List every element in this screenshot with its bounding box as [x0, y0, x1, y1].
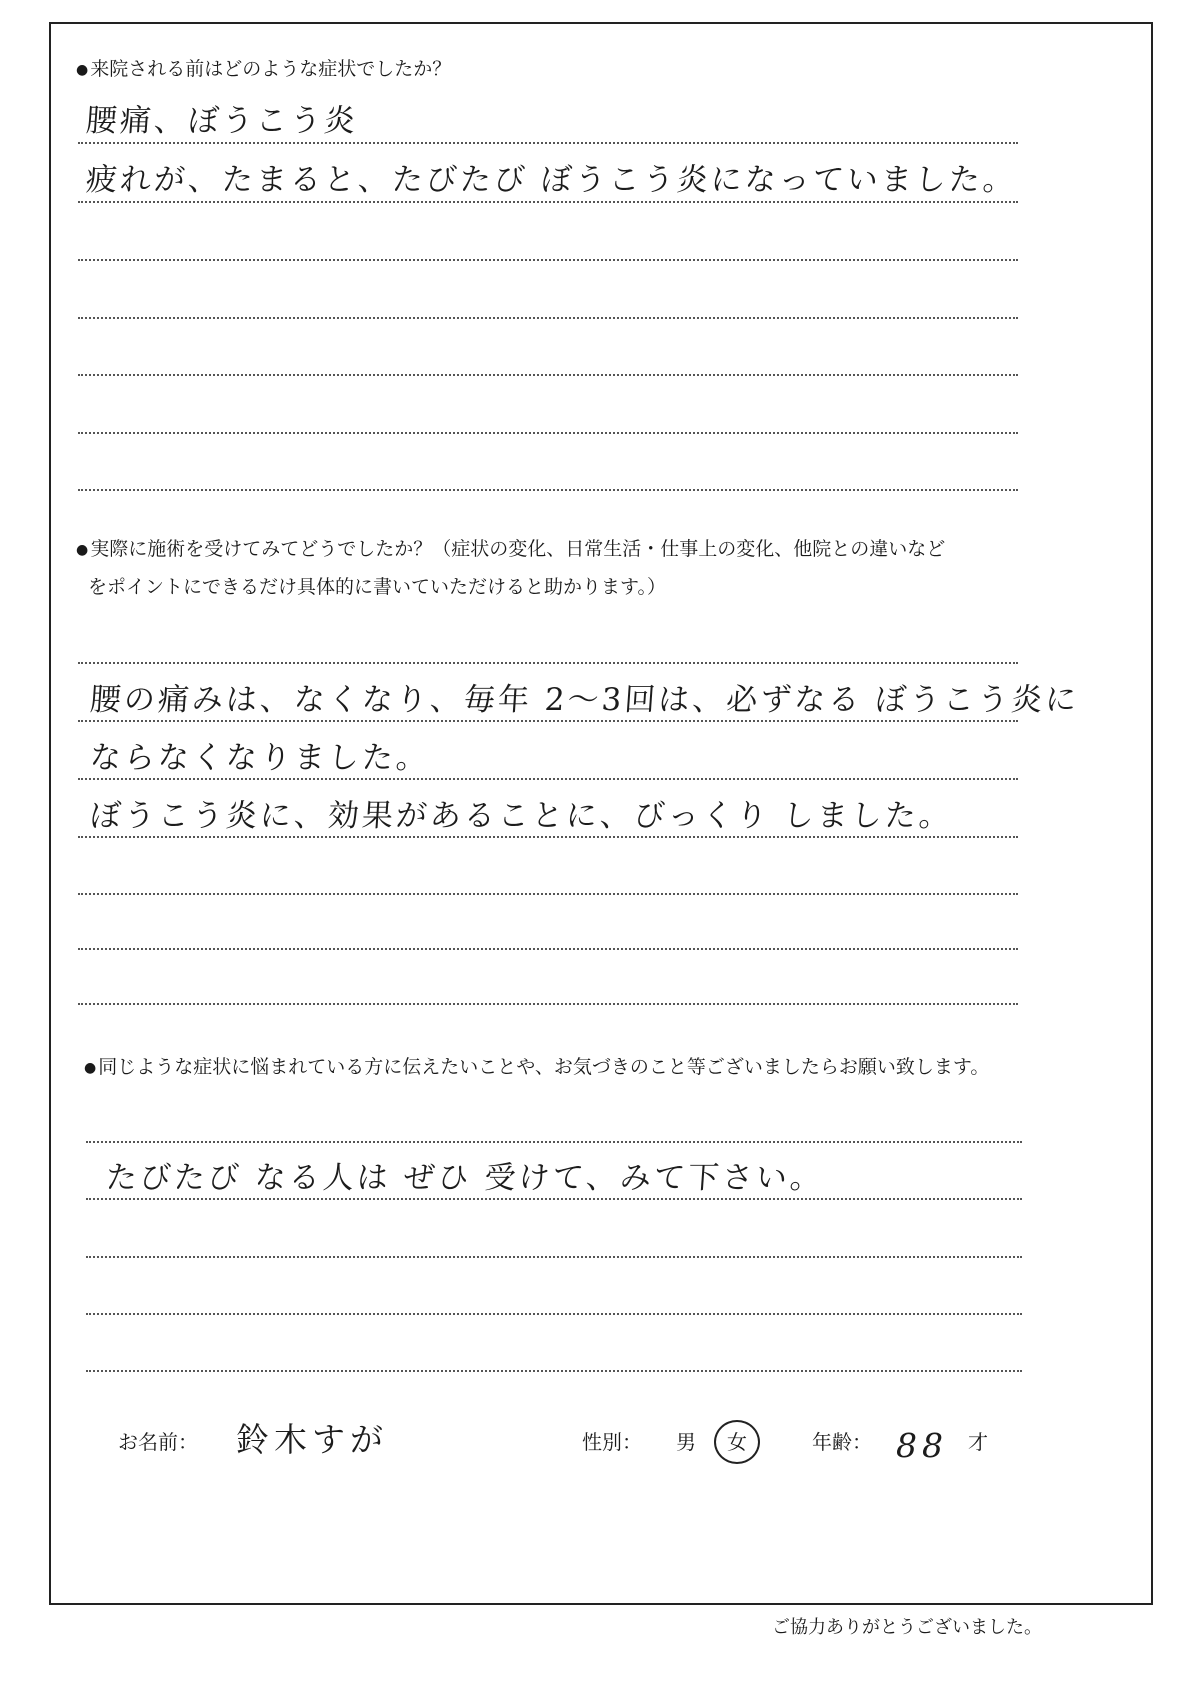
answer-2-rule-2 — [78, 720, 1018, 722]
answer-2-line-3: ぼうこう炎に、効果があることに、びっくり しました。 — [88, 798, 955, 834]
question-1-text: 来院される前はどのような症状でしたか？ — [90, 58, 452, 80]
bullet-icon: ● — [76, 62, 89, 78]
bullet-icon: ● — [84, 1060, 97, 1076]
age-unit: 才 — [968, 1430, 988, 1454]
question-3 — [84, 1050, 989, 1085]
age-label: 年齢： — [812, 1430, 872, 1454]
question-2-line-1 — [76, 532, 945, 567]
name-label: お名前： — [118, 1430, 198, 1454]
question-2-line-2: をポイントにできるだけ具体的に書いていただけると助かります。） — [88, 576, 666, 598]
answer-1-rule-3 — [78, 259, 1018, 261]
answer-2-rule-1 — [78, 662, 1018, 664]
name-value: 鈴木すが — [236, 1420, 388, 1459]
answer-1-line-1: 腰痛、ぼうこう炎 — [84, 103, 360, 139]
answer-1-rule-5 — [78, 374, 1018, 376]
gender-female: 女 — [727, 1430, 747, 1454]
answer-1-rule-6 — [78, 432, 1018, 434]
answer-3-rule-3 — [86, 1256, 1022, 1258]
answer-3-rule-2 — [86, 1198, 1022, 1200]
answer-2-rule-7 — [78, 1003, 1018, 1005]
answer-2-rule-3 — [78, 778, 1018, 780]
age-value: 88 — [896, 1426, 948, 1465]
thanks-message: ご協力ありがとうございました。 — [772, 1617, 1042, 1638]
answer-3-rule-5 — [86, 1370, 1022, 1372]
answer-1-rule-4 — [78, 317, 1018, 319]
answer-2-line-2: ならなくなりました。 — [88, 740, 432, 776]
answer-1-line-2: 疲れが、たまると、たびたび ぼうこう炎になっていました。 — [84, 162, 1019, 198]
answer-1-rule-7 — [78, 489, 1018, 491]
answer-1-rule-1 — [78, 142, 1018, 144]
answer-3-rule-4 — [86, 1313, 1022, 1315]
question-3-text: 同じような症状に悩まれている方に伝えたいことや、お気づきのこと等ございましたらお願い致します。 — [98, 1056, 990, 1078]
answer-2-line-1: 腰の痛みは、なくなり、毎年 2〜3回は、必ずなる ぼうこう炎に — [88, 682, 1081, 718]
answer-2-rule-5 — [78, 893, 1018, 895]
question-2-text-1: 実際に施術を受けてみてどうでしたか？（症状の変化、日常生活・仕事上の変化、他院との違いなど — [90, 538, 946, 560]
answer-3-line-1: たびたび なる人は ぜひ 受けて、みて下さい。 — [104, 1160, 826, 1196]
gender-label: 性別： — [582, 1430, 642, 1454]
question-1 — [76, 52, 451, 87]
bullet-icon: ● — [76, 542, 89, 558]
answer-1-rule-2 — [78, 201, 1018, 203]
answer-2-rule-4 — [78, 836, 1018, 838]
gender-male: 男 — [676, 1430, 696, 1454]
answer-2-rule-6 — [78, 948, 1018, 950]
answer-3-rule-1 — [86, 1141, 1022, 1143]
